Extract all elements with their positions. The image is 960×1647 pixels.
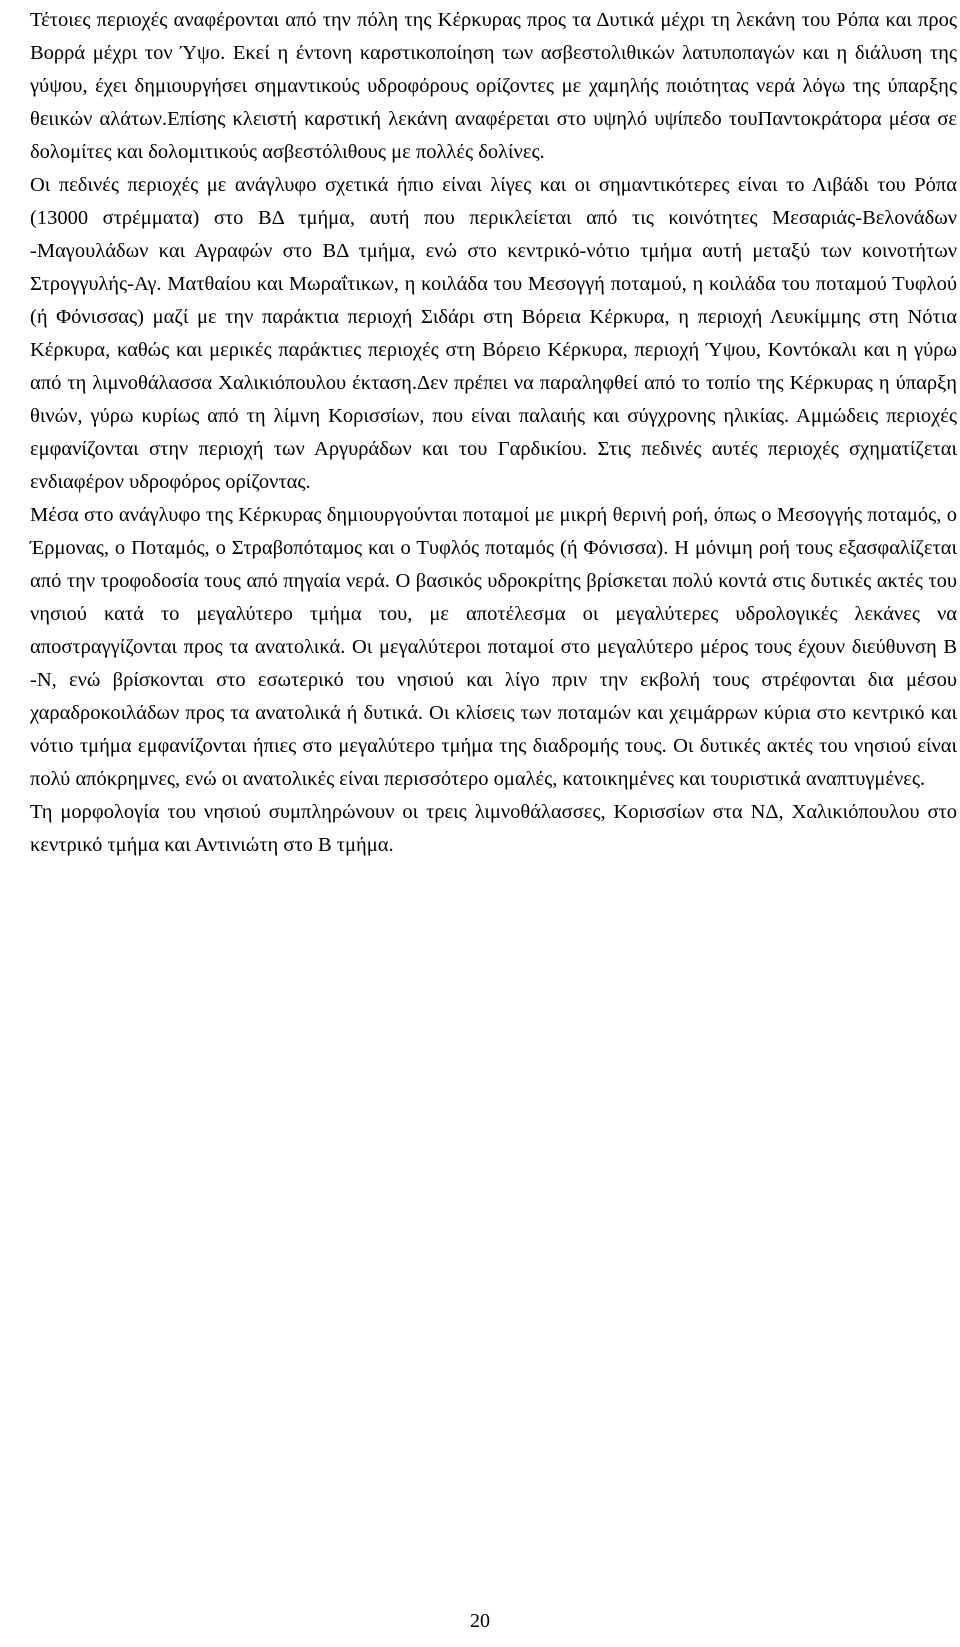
paragraph-rivers: Μέσα στο ανάγλυφο της Κέρκυρας δημιουργούνται ποταμοί με μικρή θερινή ροή, όπως ο Μεσογγής ποταμός, ο Έρμονας, ο Ποταμός, ο Στραβοπόταμος και ο Τυφλός ποταμός (ή Φόνισσα). Η μόνιμη ροή τους εξασφαλίζεται από την τροφοδοσία τους από πηγαία νερά. Ο βασικός υδροκρίτης βρίσκεται πολύ κοντά στις δυτικές ακτές του νησιού κατά το μεγαλύτερο τμήμα του, με αποτέλεσμα οι μεγαλύτερες υδρολογικές λεκάνες να αποστραγγίζονται προς τα ανατολικά. Οι μεγαλύτεροι ποταμοί στο μεγαλύτερο μέρος τους έχουν διεύθυνση Β -Ν, ενώ βρίσκονται στο εσωτερικό του νησιού και λίγο πριν την εκβολή τους στρέφονται δια μέσου χαραδροκοιλάδων προς τα ανατολικά ή δυτικά. Οι κλίσεις των ποταμών και χειμάρρων κύρια στο κεντρικό και νότιο τμήμα εμφανίζονται ήπιες στο μεγαλύτερο τμήμα της διαδρομής τους. Οι δυτικές ακτές του νησιού είναι πολύ απόκρημνες, ενώ οι ανατολικές είναι περισσότερο ομαλές, κατοικημένες και τουριστικά αναπτυγμένες. xyxy=(30,504,957,790)
page-number: 20 xyxy=(470,1610,490,1632)
body-text xyxy=(30,4,957,862)
paragraph-lowland-areas: Οι πεδινές περιοχές με ανάγλυφο σχετικά ήπιο είναι λίγες και οι σημαντικότερες είναι το Λιβάδι του Ρόπα (13000 στρέμματα) στο ΒΔ τμήμα, αυτή που περικλείεται από τις κοινότητες Μεσαριάς-Βελονάδων -Μαγουλάδων και Αγραφών στο ΒΔ τμήμα, ενώ στο κεντρικό-νότιο τμήμα αυτή μεταξύ των κοινοτήτων Στρογγυλής-Αγ. Ματθαίου και Μωραΐτικων, η κοιλάδα του Μεσογγή ποταμού, η κοιλάδα του ποταμού Τυφλού (ή Φόνισσας) μαζί με την παράκτια περιοχή Σιδάρι στη Βόρεια Κέρκυρα, η περιοχή Λευκίμμης στη Νότια Κέρκυρα, καθώς και μερικές παράκτιες περιοχές στη Βόρειο Κέρκυρα, περιοχή Ύψου, Κοντόκαλι και η γύρω από τη λιμνοθάλασσα Χαλικιόπουλου έκταση.Δεν πρέπει να παραληφθεί από το τοπίο της Κέρκυρας η ύπαρξη θινών, γύρω κυρίως από τη λίμνη Κορισσίων, που είναι παλαιής και σύγχρονης ηλικίας. Αμμώδεις περιοχές εμφανίζονται στην περιοχή των Αργυράδων και του Γαρδικίου. Στις πεδινές αυτές περιοχές σχηματίζεται ενδιαφέρον υδροφόρος ορίζοντας. xyxy=(30,174,957,493)
paragraph-lagoons: Τη μορφολογία του νησιού συμπληρώνουν οι τρεις λιμνοθάλασσες, Κορισσίων στα ΝΔ, Χαλικιόπουλου στο κεντρικό τμήμα και Αντινιώτη στο Β τμήμα. xyxy=(30,801,957,856)
paragraph-karst-regions: Τέτοιες περιοχές αναφέρονται από την πόλη της Κέρκυρας προς τα Δυτικά μέχρι τη λεκάνη του Ρόπα και προς Βορρά μέχρι τον Ύψο. Εκεί η έντονη καρστικοποίηση των ασβεστολιθικών λατυποπαγών και η διάλυση της γύψου, έχει δημιουργήσει σημαντικούς υδροφόρους ορίζοντες με χαμηλής ποιότητας νερά λόγω της ύπαρξης θειικών αλάτων.Επίσης κλειστή καρστική λεκάνη αναφέρεται στο υψηλό υψίπεδο τουΠαντοκράτορα μέσα σε δολομίτες και δολομιτικούς ασβεστόλιθους με πολλές δολίνες. xyxy=(30,9,957,163)
